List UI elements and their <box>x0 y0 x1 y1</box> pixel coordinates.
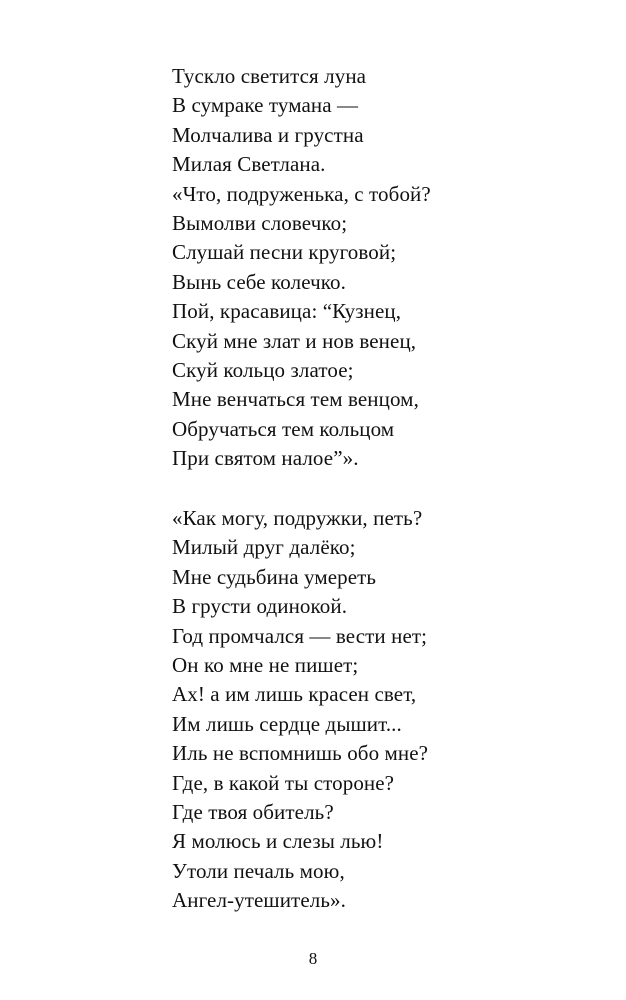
poem-line: Слушай песни круговой; <box>172 240 397 265</box>
poem-line: «Как могу, подружки, петь? <box>172 506 423 530</box>
poem-line: Утоли печаль мою, <box>172 858 345 883</box>
poem-line: Тускло светится луна <box>172 64 367 88</box>
poem-line: Пой, красавица: “Кузнец, <box>172 299 402 324</box>
poem-line: Ах! а им лишь красен свет, <box>172 682 417 707</box>
poem-line: Милый друг далёко; <box>172 535 356 560</box>
poem-line: Мне венчаться тем венцом, <box>172 387 419 412</box>
poem-line: Скуй мне злат и нов венец, <box>172 328 417 353</box>
poem-line: «Что, подруженька, с тобой? <box>172 181 431 206</box>
poem-line: Я молюсь и слезы лью! <box>172 829 384 854</box>
poem-line: Им лишь сердце дышит... <box>172 711 402 736</box>
poem-line: В сумраке тумана — <box>172 93 359 118</box>
poem-line: Ангел-утешитель». <box>172 888 346 913</box>
poem-line: Обручаться тем кольцом <box>172 416 395 441</box>
poem-line: Милая Светлана. <box>172 152 326 177</box>
poem-line: Иль не вспомнишь обо мне? <box>172 741 429 766</box>
stanza-2 <box>172 504 428 916</box>
stanza-1 <box>172 62 431 474</box>
poem-line: Где твоя обитель? <box>172 800 334 825</box>
poem-line: Вынь себе колечко. <box>172 269 346 294</box>
poem-line: При святом налое”». <box>172 446 359 471</box>
poem-line: Скуй кольцо златое; <box>172 358 354 383</box>
poem-line: В грусти одинокой. <box>172 594 348 619</box>
poem-line: Где, в какой ты стороне? <box>172 770 395 795</box>
poem-line: Он ко мне не пишет; <box>172 653 359 678</box>
page-number: 8 <box>308 949 318 968</box>
poem-line: Вымолви словечко; <box>172 211 348 236</box>
poem-line: Молчалива и грустна <box>172 122 364 147</box>
poem-line: Год промчался — вести нет; <box>172 623 428 648</box>
poem-line: Мне судьбина умереть <box>172 564 377 589</box>
